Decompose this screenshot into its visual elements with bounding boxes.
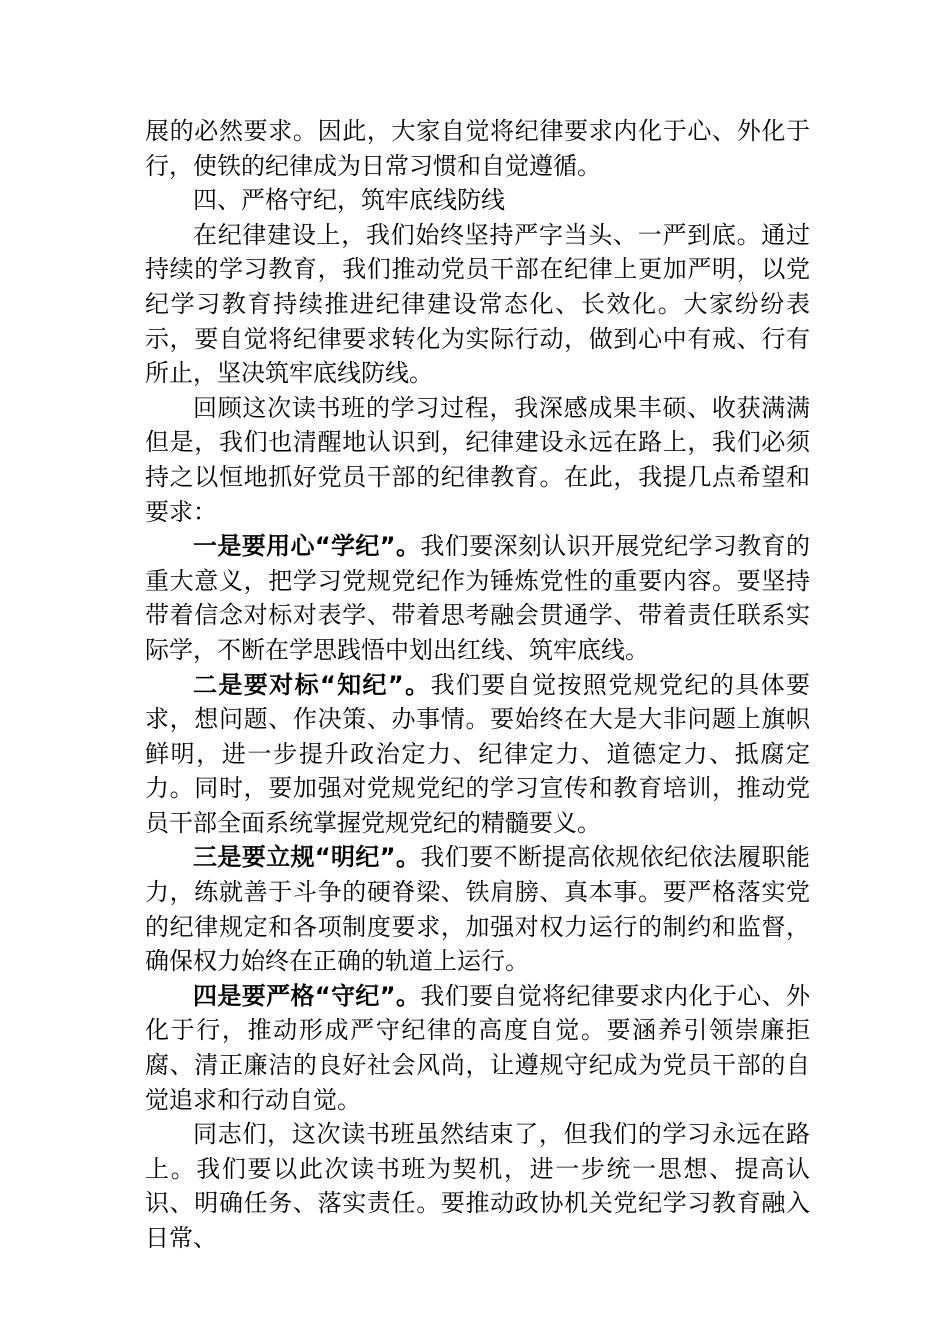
paragraph-lead: 三是要立规“明纪”。 bbox=[193, 843, 421, 872]
section-heading bbox=[145, 183, 810, 218]
paragraph-lead: 四是要严格“守纪”。 bbox=[193, 981, 421, 1010]
paragraph-7 bbox=[145, 840, 810, 978]
paragraph-text: 我们要不断提高依规依纪依法履职能力，练就善于斗争的硬脊梁、铁肩膀、真本事。要严格落实党的纪律规定和各项制度要求，加强对权力运行的制约和监督，确保权力始终在正确的轨道上运行。 bbox=[145, 843, 810, 976]
paragraph-3 bbox=[145, 218, 810, 391]
paragraph-text: 展的必然要求。因此，大家自觉将纪律要求内化于心、外化于行，使铁的纪律成为日常习惯和自觉遵循。 bbox=[145, 117, 810, 180]
paragraph-9 bbox=[145, 1117, 810, 1255]
paragraph-text: 我们要自觉将纪律要求内化于心、外化于行，推动形成严守纪律的高度自觉。要涵养引领崇廉拒腐、清正廉洁的良好社会风尚，让遵规守纪成为党员干部的自觉追求和行动自觉。 bbox=[145, 981, 810, 1114]
paragraph-lead: 一是要用心“学纪”。 bbox=[193, 532, 421, 561]
paragraph-text: 四、严格守纪，筑牢底线防线 bbox=[193, 186, 505, 215]
document-body bbox=[145, 114, 810, 1256]
paragraph-6 bbox=[145, 668, 810, 841]
paragraph-text: 我们要深刻认识开展党纪学习教育的重大意义，把学习党规党纪作为锤炼党性的重要内容。要坚持带着信念对标对表学、带着思考融会贯通学、带着责任联系实际学，不断在学思践悟中划出红线、筑牢底线。 bbox=[145, 532, 810, 664]
paragraph-text: 同志们，这次读书班虽然结束了，但我们的学习永远在路上。我们要以此次读书班为契机，进一步统一思想、提高认识、明确任务、落实责任。要推动政协机关党纪学习教育融入日常、 bbox=[145, 1120, 810, 1252]
paragraph-5 bbox=[145, 529, 810, 667]
paragraph-8 bbox=[145, 979, 810, 1117]
paragraph-lead: 二是要对标“知纪”。 bbox=[193, 670, 431, 699]
paragraph-text: 在纪律建设上，我们始终坚持严字当头、一严到底。通过持续的学习教育，我们推动党员干部在纪律上更加严明，以党纪学习教育持续推进纪律建设常态化、长效化。大家纷纷表示，要自觉将纪律要求转化为实际行动，做到心中有戒、行有所止，坚决筑牢底线防线。 bbox=[145, 220, 810, 388]
paragraph-text: 回顾这次读书班的学习过程，我深感成果丰硕、收获满满但是，我们也清醒地认识到，纪律建设永远在路上，我们必须持之以恒地抓好党员干部的纪律教育。在此，我提几点希望和要求： bbox=[145, 393, 810, 526]
paragraph-4 bbox=[145, 391, 810, 529]
paragraph-1 bbox=[145, 114, 810, 183]
paragraph-text: 我们要自觉按照党规党纪的具体要求，想问题、作决策、办事情。要始终在大是大非问题上旗帜鲜明，进一步提升政治定力、纪律定力、道德定力、抵腐定力。同时，要加强对党规党纪的学习宣传和教育培训，推动党员干部全面系统掌握党规党纪的精髓要义。 bbox=[145, 670, 811, 837]
